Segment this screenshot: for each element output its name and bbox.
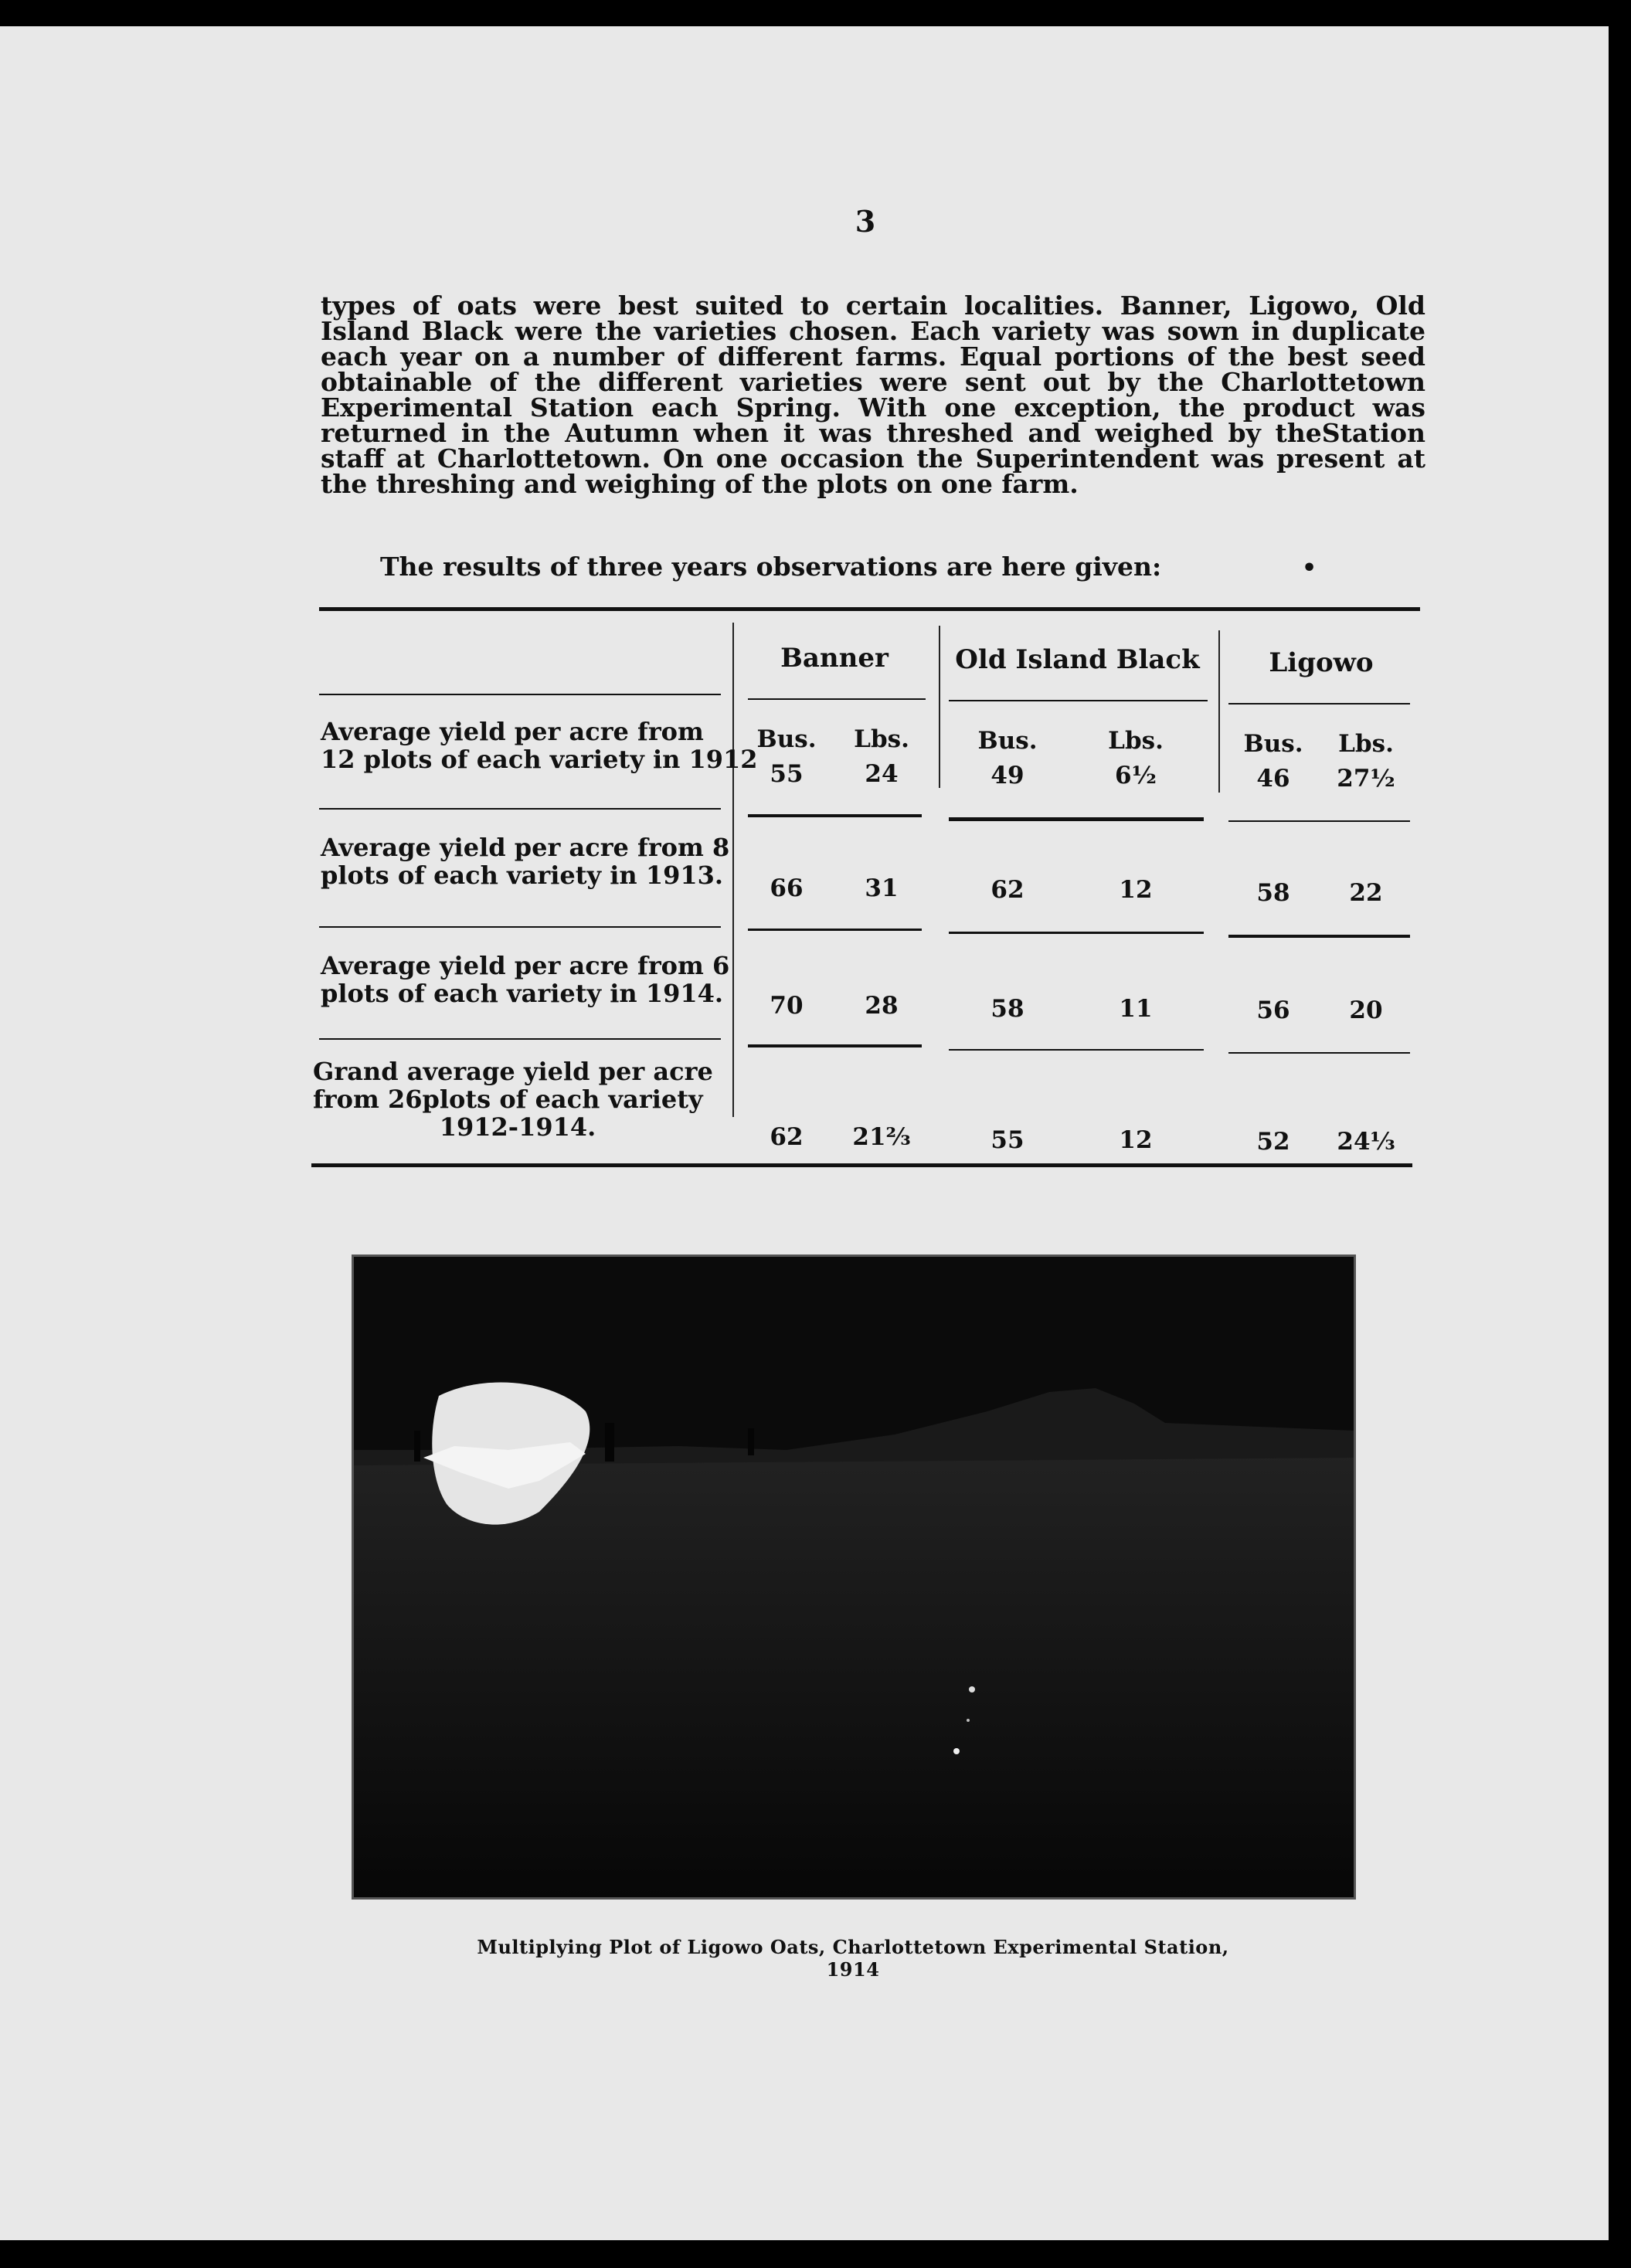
cell-banner-bus-grand: 62: [770, 1123, 804, 1151]
page-number: 3: [855, 204, 876, 239]
field-photograph-image: [354, 1257, 1354, 1897]
cell-ligowo-lbs-1914: 20: [1349, 996, 1383, 1024]
table-bottom-rule: [311, 1163, 1412, 1167]
row-rule: [949, 1049, 1204, 1051]
header-rule-banner: [748, 698, 926, 700]
row-label-1914: [321, 952, 729, 1007]
row-label-grand-average: [313, 1058, 722, 1141]
cell-oib-bus-1912: 49: [990, 762, 1024, 789]
row-rule: [949, 817, 1204, 821]
field-photograph: [352, 1255, 1356, 1900]
row-label-line: Average yield per acre from 6: [321, 951, 730, 980]
column-header-old-island-black: Old Island Black: [955, 644, 1200, 675]
row-rule: [1228, 1052, 1410, 1054]
cell-banner-lbs-1912: 24: [865, 760, 899, 788]
cell-oib-lbs-1914: 11: [1119, 995, 1153, 1023]
row-rule: [319, 808, 721, 810]
cell-ligowo-bus-grand: 52: [1256, 1128, 1290, 1156]
column-header-banner: Banner: [780, 643, 889, 674]
unit-header-pounds: Lbs.: [854, 725, 909, 753]
header-rule-label: [319, 694, 721, 695]
cell-oib-lbs-1913: 12: [1119, 876, 1153, 904]
table-divider-3: [1218, 630, 1220, 793]
cell-ligowo-bus-1914: 56: [1256, 996, 1290, 1024]
row-label-line: from 26plots of each variety: [313, 1085, 703, 1114]
cell-banner-lbs-1914: 28: [865, 992, 899, 1020]
table-top-rule: [319, 607, 1420, 611]
cell-banner-bus-1912: 55: [770, 760, 804, 788]
row-rule: [949, 932, 1204, 934]
header-rule-old-island-black: [949, 700, 1208, 701]
row-rule: [319, 1038, 721, 1040]
cell-ligowo-lbs-1913: 22: [1349, 879, 1383, 907]
unit-header-pounds: Lbs.: [1108, 727, 1164, 755]
unit-header-pounds: Lbs.: [1338, 730, 1394, 758]
cell-ligowo-lbs-grand: 24⅓: [1337, 1128, 1395, 1156]
column-header-ligowo: Ligowo: [1269, 647, 1374, 678]
cell-banner-bus-1914: 70: [770, 992, 804, 1020]
row-label-line: plots of each variety in 1914.: [321, 979, 724, 1008]
row-label-1913: [321, 834, 729, 889]
row-rule: [319, 926, 721, 928]
header-rule-ligowo: [1228, 703, 1410, 705]
row-label-line: plots of each variety in 1913.: [321, 861, 724, 890]
unit-header-bushels: Bus.: [756, 725, 817, 753]
cell-oib-lbs-grand: 12: [1119, 1126, 1153, 1154]
intro-paragraph: types of oats were best suited to certain localities. Banner, Ligowo, Old Island Black were the varieties chosen. Each variety was sown in duplicate each year on a number of different farms. Equal portions of the best seed obtainable of the different varieties were sent out by the Charlottetown Experimental Station each Spring. With one exception, the product was returned in the Autumn when it was threshed and weighed by theStation staff at Charlottetown. On one occasion the Superintendent was present at the threshing and weighing of the plots on one farm.: [321, 290, 1425, 499]
cell-ligowo-lbs-1912: 27½: [1337, 765, 1395, 793]
document-page: [0, 26, 1609, 2240]
table-divider-2: [939, 626, 940, 788]
row-label-line: Grand average yield per acre: [313, 1057, 713, 1086]
cell-ligowo-bus-1913: 58: [1256, 879, 1290, 907]
row-label-1912: [321, 718, 758, 773]
row-rule: [748, 814, 922, 817]
cell-banner-bus-1913: 66: [770, 874, 804, 902]
row-label-line: 12 plots of each variety in 1912: [321, 745, 758, 774]
results-intro: The results of three years observations are here given:: [380, 552, 1162, 582]
row-rule: [748, 929, 922, 931]
row-label-line: 1912-1914.: [439, 1112, 596, 1142]
cell-ligowo-bus-1912: 46: [1256, 765, 1290, 793]
unit-header-bushels: Bus.: [977, 727, 1038, 755]
row-rule: [1228, 935, 1410, 938]
photo-caption: Multiplying Plot of Ligowo Oats, Charlottetown Experimental Station, 1914: [477, 1936, 1229, 1981]
stray-bullet-mark: •: [1302, 555, 1317, 582]
unit-header-bushels: Bus.: [1243, 730, 1303, 758]
cell-banner-lbs-grand: 21⅔: [852, 1123, 911, 1151]
table-divider-1: [732, 623, 734, 1117]
cell-oib-bus-grand: 55: [990, 1126, 1024, 1154]
cell-banner-lbs-1913: 31: [865, 874, 899, 902]
cell-oib-bus-1913: 62: [990, 876, 1024, 904]
row-label-line: Average yield per acre from: [321, 717, 704, 746]
row-rule: [1228, 820, 1410, 822]
row-label-line: Average yield per acre from 8: [321, 833, 730, 862]
cell-oib-lbs-1912: 6½: [1115, 762, 1157, 789]
cell-oib-bus-1914: 58: [990, 995, 1024, 1023]
row-rule: [748, 1044, 922, 1047]
